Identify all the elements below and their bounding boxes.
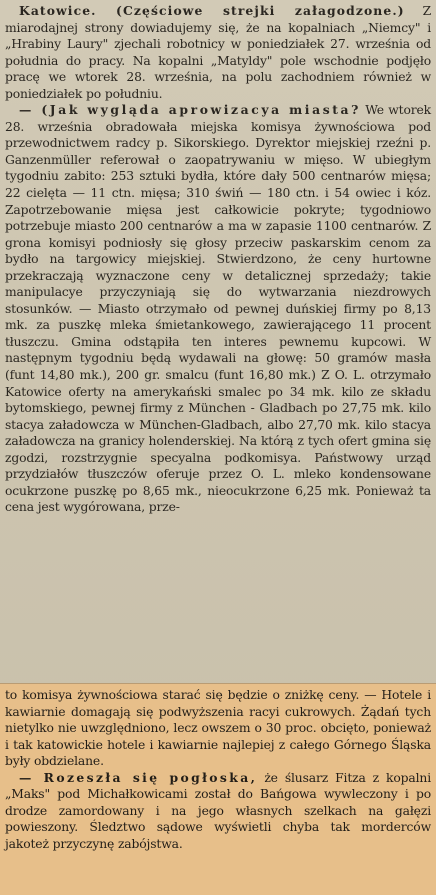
paragraph-rumor-murder [5, 770, 431, 853]
paragraph-katowice-strikes [5, 3, 431, 102]
paragraph-lead: Katowice. (Częściowe strejki załagodzone.) [19, 3, 405, 18]
paragraph-lead: — (Jak wygląda aprowizacya miasta? [19, 102, 361, 118]
paragraph-lead: — Rozeszła się pogłoska, [19, 769, 258, 785]
paragraph-body: Z miarodajnej strony dowiadujemy się, że na kopalniach „Niemcy" i „Hrabiny Laury" zjechali robotnicy w poniedziałek 27. września od południa do pracy. Na kopalni „Matyldy" pole wschodnie podjęło pracę we wtorek 28. września, na polu zachodniem również w poniedziałek po południu. [5, 4, 432, 101]
highlighted-clipping [5, 687, 431, 852]
paragraph-body: We wtorek 28. września obradowała miejska komisya żywnościowa pod przewodnictwem radcy p. Sikorskiego. Dyrektor miejskiej rzeźni p. Ganzenmüller referował o zaopatrywaniu w mięso. W ubiegłym tygodniu zabito: 253 sztuki bydła, które dały 500 centnarów mięsa; 22 cielęta — 11 ctn. mięsa; 310 świń — 180 ctn. i 54 owiec i kóz. Zapotrzebowanie mięsa jest całkowicie pokryte; tygodniowo potrzebuje miasto 200 centnarów a ma w zapasie 1100 centnarów. Z grona komisyi podniosły się głosy przeciw paskarskim cenom za bydło na targowicy miejskiej. Stwierdzono, że ceny hurtowne przekraczają wyznaczone ceny w detalicznej sprzedaży; takie manipulacye przyczyniają się do wytwarzania niezdrowych stosunków. — Miasto otrzymało od pewnej duńskiej firmy po 8,13 mk. za puszkę mleka śmietankowego, zawierającego 11 procent tłuszczu. Gmina odstąpiła ten interes pewnemu kupcowi. W następnym tygodniu będą wydawali na głowę: 50 gramów masła (funt 14,80 mk.), 200 gr. smalcu (funt 16,80 mk.) Z O. L. otrzymało Katowice oferty na amerykański smalec po 34 mk. kilo ze składu bytomskiego, pewnej firmy z München - Gladbach po 27,75 mk. kilo stacya załadowcza w München-Gladbach, albo 27,70 mk. kilo stacya załadowcza na granicy holenderskiej. Na którą z tych ofert gmina się zgodzi, rozstrzygnie specyalna podkomisya. Państwowy urząd przydziałów tłuszczów oferuje przez O. L. mleko kondensowane ocukrzone puszkę po 8,65 mk., nieocukrzone 6,25 mk. Ponieważ ta cena jest wygórowana, prze- [5, 103, 431, 515]
paragraph-food-supply [5, 102, 431, 516]
paragraph-hotels-sugar: to komisya żywnościowa starać się będzie o zniżkę ceny. — Hotele i kawiarnie domagają się podwyższenia racyi cukrowych. Żądań tych nietylko nie uwzględniono, lecz owszem o 30 proc. obcięto, ponieważ i tak katowickie hotele i kawiarnie najlepiej z całego Górnego Śląska były obdzielane. [5, 688, 431, 769]
article-column [5, 3, 431, 516]
paragraph-body: że ślusarz Fitza z kopalni „Maks" pod Michałkowicami został do Bańgowa wywleczony i po drodze zamordowany i na jego własnych szelkach na gałęzi powieszony. Śledztwo sądowe wyświetli chyba tak morderców jakoteż przyczynę zabójstwa. [5, 770, 431, 851]
